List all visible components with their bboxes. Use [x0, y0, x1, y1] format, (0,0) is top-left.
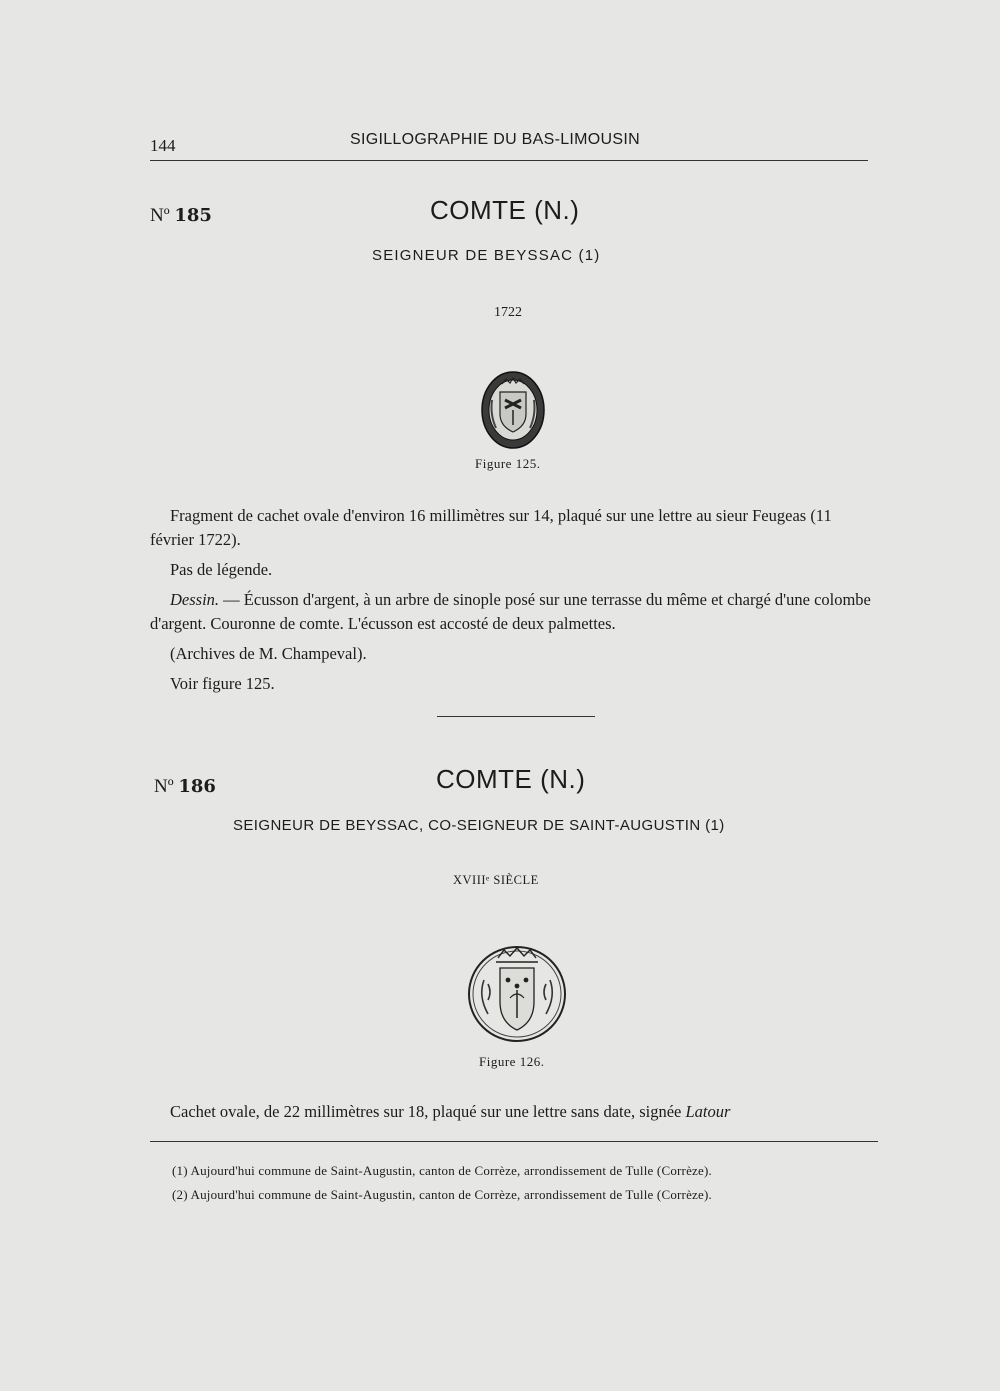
footnote-rule [150, 1141, 878, 1142]
entry-title: COMTE (N.) [436, 764, 586, 794]
paragraph-archives: (Archives de M. Champeval). [170, 644, 367, 663]
paragraph-legend: Pas de légende. [170, 560, 273, 579]
entry-number-prefix: Nº [154, 776, 174, 797]
paragraph-description: Fragment de cachet ovale d'environ 16 millimètres sur 14, plaqué sur une lettre au sieur Feugeas (11 février 1722). [150, 506, 832, 549]
signature-name: Latour [685, 1102, 731, 1121]
entry-number-185 [150, 205, 212, 227]
entry-subtitle: SEIGNEUR DE BEYSSAC, CO-SEIGNEUR DE SAINT-AUGUSTIN (1) [233, 817, 725, 834]
page-number: 144 [150, 136, 176, 155]
header-rule [150, 160, 868, 161]
entry-subtitle: SEIGNEUR DE BEYSSAC (1) [372, 247, 601, 264]
entry-number-prefix: Nº [150, 205, 170, 226]
description-text: Cachet ovale, de 22 millimètres sur 18, plaqué sur une lettre sans date, signée [170, 1102, 686, 1121]
dessin-text: — Écusson d'argent, à un arbre de sinople posé sur une terrasse du même et chargé d'une colombe d'argent. Couronne de comte. L'écusson est accosté de deux palmettes. [150, 590, 871, 633]
paragraph-dessin [150, 588, 874, 636]
paragraph-description [150, 1100, 874, 1124]
entry-number-value: 185 [174, 205, 212, 226]
figure-caption-125: Figure 125. [475, 456, 541, 471]
figure-caption-126: Figure 126. [479, 1054, 545, 1069]
seal-figure-126 [466, 944, 568, 1044]
running-title: SIGILLOGRAPHIE DU BAS-LIMOUSIN [350, 131, 640, 148]
entry-date: XVIIIᵉ SIÈCLE [453, 873, 539, 887]
footnote-1: (1) Aujourd'hui commune de Saint-Augustin, canton de Corrèze, arrondissement de Tulle (Corrèze). [172, 1163, 712, 1178]
seal-figure-125 [480, 370, 546, 450]
paragraph-see-figure: Voir figure 125. [170, 674, 275, 693]
entry-number-value: 186 [178, 776, 216, 797]
entry-186-body [150, 1100, 874, 1124]
dessin-label: Dessin. [170, 590, 220, 609]
entry-number-186 [154, 776, 216, 798]
section-divider [437, 716, 595, 717]
entry-date: 1722 [494, 305, 522, 320]
entry-title: COMTE (N.) [430, 195, 580, 225]
entry-185-body [150, 504, 874, 696]
footnote-2: (2) Aujourd'hui commune de Saint-Augustin, canton de Corrèze, arrondissement de Tulle (Corrèze). [172, 1187, 712, 1202]
